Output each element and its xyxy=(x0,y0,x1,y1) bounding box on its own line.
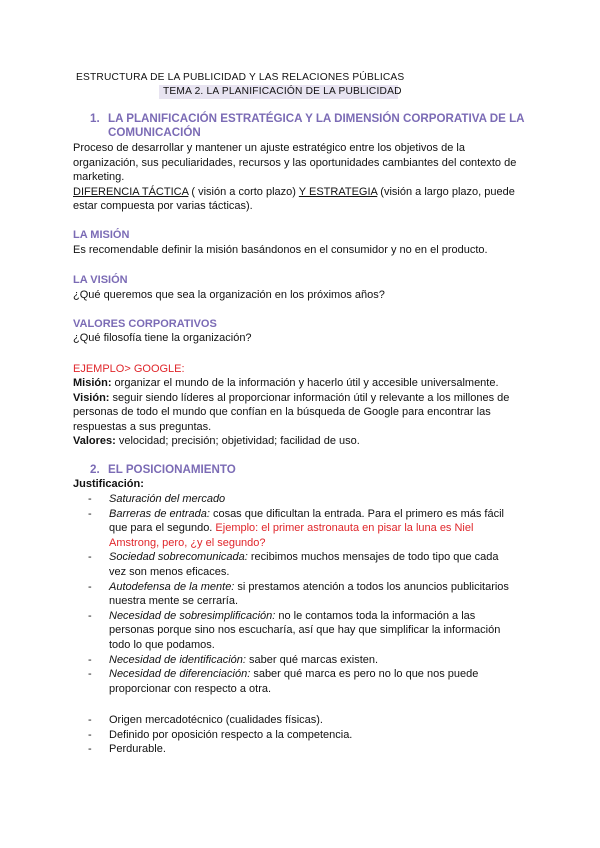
strategy-term: Y ESTRATEGIA xyxy=(298,185,378,198)
valores-text: ¿Qué filosofía tiene la organización? xyxy=(73,332,252,344)
list-dash: - xyxy=(88,728,92,741)
strategy-note: (visión a largo plazo, puede estar compuesta por varias tácticas). xyxy=(73,185,515,213)
list-item-term: Necesidad de diferenciación: xyxy=(109,668,251,681)
list-dash: - xyxy=(88,743,92,756)
justificacion-label: Justificación: xyxy=(73,478,144,490)
mision-text: Es recomendable definir la misión basándonos en el consumidor y no en el producto. xyxy=(73,244,488,256)
section-1-paragraph xyxy=(73,141,528,214)
list-item-term: Necesidad de sobresimplificación: xyxy=(109,609,276,622)
list-item-text: Definido por oposición respecto a la competencia. xyxy=(109,728,353,741)
example-valores-text: velocidad; precisión; objetividad; facilidad de uso. xyxy=(115,435,360,448)
list-item xyxy=(88,550,518,579)
list-item xyxy=(88,742,518,757)
example-vision xyxy=(73,391,528,435)
list-item xyxy=(88,667,518,696)
example-mision-label: Misión: xyxy=(73,377,112,389)
list-item-term: Necesidad de identificación: xyxy=(109,653,246,666)
list-item xyxy=(88,492,518,507)
list-item xyxy=(88,507,518,551)
justification-list xyxy=(88,492,518,696)
list-item-text: no le contamos toda la información a las personas porque sino nos escucharía, así que hay que simplificar la información todo lo que podamos. xyxy=(109,609,501,651)
list-dash: - xyxy=(88,493,92,505)
list-item-term: Sociedad sobrecomunicada: xyxy=(109,551,248,564)
list-item-text: recibimos muchos mensajes de todo tipo que cada vez son menos eficaces. xyxy=(109,551,499,578)
section-1-title: LA PLANIFICACIÓN ESTRATÉGICA Y LA DIMENSIÓN CORPORATIVA DE LA COMUNICACIÓN xyxy=(108,112,525,139)
list-item-term: Barreras de entrada: xyxy=(109,507,210,520)
example-vision-text: seguir siendo líderes al proporcionar información útil y relevante a los millones de personas de todo el mundo que confían en la búsqueda de Google para encontrar las respuestas a sus preguntas. xyxy=(73,391,510,433)
mision-heading: LA MISIÓN xyxy=(73,229,130,241)
list-item-text: Origen mercadotécnico (cualidades físicas). xyxy=(109,714,323,726)
list-item-term: Saturación del mercado xyxy=(109,493,226,505)
list-item-term: Autodefensa de la mente: xyxy=(109,580,235,593)
list-dash: - xyxy=(88,714,92,726)
list-item xyxy=(88,728,518,743)
tactic-note: ( visión a corto plazo) xyxy=(188,185,299,198)
list-item-text: saber qué marca es pero no lo que nos puede proporcionar con respecto a otra. xyxy=(109,668,479,695)
list-dash: - xyxy=(88,551,92,564)
list-dash: - xyxy=(88,507,92,520)
list-dash: - xyxy=(88,609,92,622)
topic-banner xyxy=(159,85,402,99)
example-mision xyxy=(73,376,528,391)
section-1-heading xyxy=(90,112,550,142)
section-2-heading xyxy=(90,463,390,478)
list-item xyxy=(88,609,518,653)
list-item xyxy=(88,580,518,609)
example-vision-label: Visión: xyxy=(73,391,110,404)
list-item-text: Perdurable. xyxy=(109,743,166,756)
section-2-number: 2. xyxy=(90,463,100,476)
section-1-number: 1. xyxy=(90,112,100,125)
list-item xyxy=(88,713,518,728)
list-item-text: cosas que dificultan la entrada. Para el primero es más fácil que para el segundo. xyxy=(109,507,504,535)
topic-title: TEMA 2. LA PLANIFICACIÓN DE LA PUBLICIDAD xyxy=(163,86,402,97)
example-mision-text: organizar el mundo de la información y hacerlo útil y accesible universalmente. xyxy=(111,377,499,389)
tactic-term: DIFERENCIA TÁCTICA xyxy=(73,185,189,198)
vision-text: ¿Qué queremos que sea la organización en los próximos años? xyxy=(73,289,385,301)
section-2-title: EL POSICIONAMIENTO xyxy=(108,463,236,476)
characteristics-list xyxy=(88,713,518,757)
planning-definition: Proceso de desarrollar y mantener un ajuste estratégico entre los objetivos de la organización, sus peculiaridades, recursos y las oportunidades cambiantes del contexto de marketing. xyxy=(73,142,517,184)
list-dash: - xyxy=(88,580,92,593)
example-valores-label: Valores: xyxy=(73,435,116,448)
list-item-text: si prestamos atención a todos los anuncios publicitarios nuestra mente se cerraría. xyxy=(109,580,509,608)
vision-heading: LA VISIÓN xyxy=(73,274,128,286)
course-title: ESTRUCTURA DE LA PUBLICIDAD Y LAS RELACIONES PÚBLICAS xyxy=(76,72,405,83)
example-heading: EJEMPLO> GOOGLE: xyxy=(73,363,185,375)
list-item xyxy=(88,653,518,668)
list-dash: - xyxy=(88,668,92,681)
list-dash: - xyxy=(88,653,92,666)
example-block xyxy=(73,376,528,449)
valores-heading: VALORES CORPORATIVOS xyxy=(73,318,217,330)
list-item-example: Ejemplo: el primer astronauta en pisar la luna es Niel Amstrong, pero, ¿y el segundo? xyxy=(109,522,474,549)
list-item-text: saber qué marcas existen. xyxy=(245,653,379,666)
example-valores xyxy=(73,434,528,449)
